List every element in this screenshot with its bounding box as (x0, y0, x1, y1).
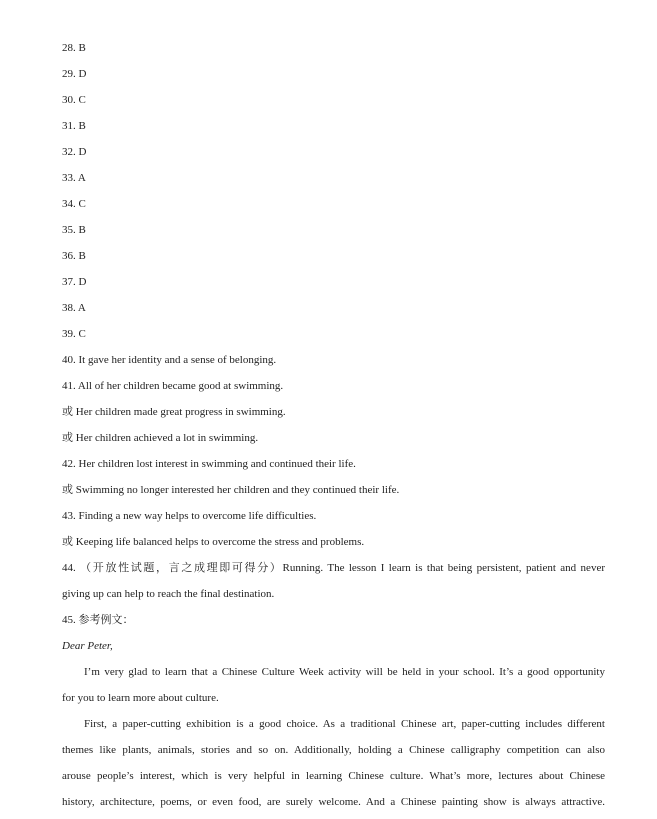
answer-37: 37. D (62, 276, 87, 288)
answer-33: 33. A (62, 172, 86, 184)
answer-29: 29. D (62, 68, 87, 80)
answer-44-line-2: giving up can help to reach the final destination. (62, 588, 275, 600)
answer-43: 43. Finding a new way helps to overcome life difficulties. (62, 510, 317, 522)
answer-42: 42. Her children lost interest in swimming and continued their life. (62, 458, 356, 470)
answer-40: 40. It gave her identity and a sense of belonging. (62, 354, 277, 366)
answer-34: 34. C (62, 198, 86, 210)
letter-paragraph-2-line-1: First, a paper-cutting exhibition is a good choice. As a traditional Chinese art, paper-cutting includes different (84, 718, 605, 730)
answer-44-line-1: 44. （开放性试题，言之成理即可得分）Running. The lesson I learn is that being persistent, patient and never (62, 562, 605, 574)
letter-paragraph-2-line-2: themes like plants, animals, stories and so on. Additionally, holding a Chinese calligraphy competition can also (62, 744, 605, 756)
letter-paragraph-1-line-1: I’m very glad to learn that a Chinese Culture Week activity will be held in your school. It’s a good opportunity (84, 666, 605, 678)
answer-38: 38. A (62, 302, 86, 314)
answer-42-alt-1: 或 Swimming no longer interested her children and they continued their life. (62, 484, 400, 496)
answer-35: 35. B (62, 224, 86, 236)
answer-39: 39. C (62, 328, 86, 340)
letter-paragraph-2-line-4: history, architecture, poems, or even food, are surely welcome. And a Chinese painting show is always attractive. (62, 796, 605, 808)
answer-41: 41. All of her children became good at swimming. (62, 380, 284, 392)
answer-41-alt-2: 或 Her children achieved a lot in swimming. (62, 432, 259, 444)
answer-32: 32. D (62, 146, 87, 158)
letter-paragraph-2-line-3: arouse people’s interest, which is very helpful in learning Chinese culture. What’s more, lectures about Chinese (62, 770, 605, 782)
answer-41-alt-1: 或 Her children made great progress in swimming. (62, 406, 286, 418)
answer-45-heading: 45. 参考例文： (62, 614, 134, 626)
letter-salutation: Dear Peter, (62, 640, 113, 652)
answer-31: 31. B (62, 120, 86, 132)
letter-paragraph-1-line-2: for you to learn more about culture. (62, 692, 219, 704)
answer-36: 36. B (62, 250, 86, 262)
answer-43-alt-1: 或 Keeping life balanced helps to overcome the stress and problems. (62, 536, 365, 548)
answer-30: 30. C (62, 94, 86, 106)
answer-28: 28. B (62, 42, 86, 54)
